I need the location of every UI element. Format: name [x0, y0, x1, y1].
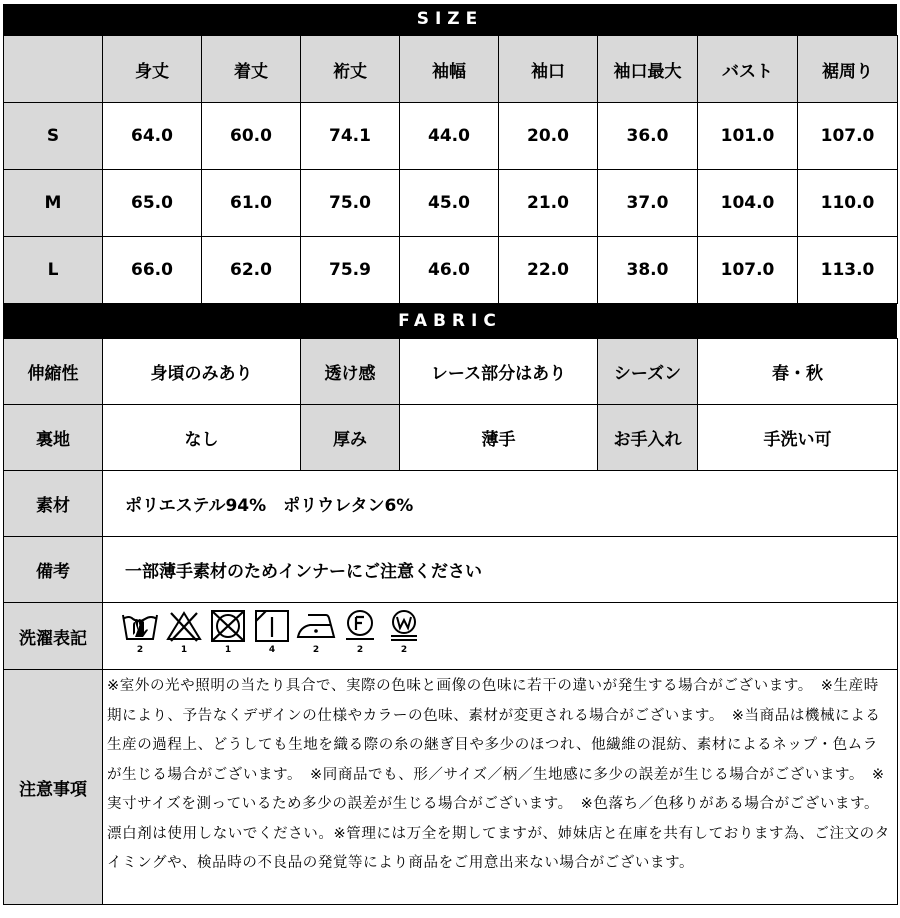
- care-symbol: [165, 609, 203, 655]
- lining-label: 裏地: [4, 405, 103, 471]
- size-cell: 60.0: [202, 103, 301, 170]
- size-header-cell: 身丈: [103, 36, 202, 103]
- remarks-row: [4, 537, 898, 603]
- remarks-value: 一部薄手素材のためインナーにご注意ください: [103, 537, 898, 603]
- size-cell: 21.0: [499, 170, 598, 237]
- size-header-cell: 裄丈: [301, 36, 400, 103]
- care-symbol-number: 4: [268, 645, 276, 655]
- size-row-label: S: [4, 103, 103, 170]
- sheerness-label: 透け感: [301, 339, 400, 405]
- size-cell: 75.9: [301, 237, 400, 304]
- size-cell: 104.0: [698, 170, 798, 237]
- care-symbols-label: 洗濯表記: [4, 603, 103, 670]
- sheerness-value: レース部分はあり: [400, 339, 598, 405]
- care-symbol: [297, 609, 335, 655]
- hand-wash-icon: [121, 609, 159, 643]
- care-value: 手洗い可: [698, 405, 898, 471]
- season-label: シーズン: [598, 339, 698, 405]
- care-symbols-cell: [103, 603, 898, 670]
- size-cell: 101.0: [698, 103, 798, 170]
- care-symbol: [209, 609, 247, 655]
- size-header-cell: 袖口: [499, 36, 598, 103]
- size-cell: 46.0: [400, 237, 499, 304]
- care-symbol-number: 2: [356, 645, 364, 655]
- stretch-label: 伸縮性: [4, 339, 103, 405]
- thickness-label: 厚み: [301, 405, 400, 471]
- size-cell: 107.0: [798, 103, 898, 170]
- size-cell: 110.0: [798, 170, 898, 237]
- care-symbol: [341, 609, 379, 655]
- wet-clean-w-icon: [385, 609, 423, 643]
- no-bleach-icon: [165, 609, 203, 643]
- care-symbol-number: 1: [224, 645, 232, 655]
- size-cell: 22.0: [499, 237, 598, 304]
- size-cell: 113.0: [798, 237, 898, 304]
- size-cell: 62.0: [202, 237, 301, 304]
- size-cell: 44.0: [400, 103, 499, 170]
- care-symbol-number: 2: [136, 645, 144, 655]
- care-symbol-number: 1: [180, 645, 188, 655]
- size-row: [4, 170, 898, 237]
- size-row: [4, 237, 898, 304]
- no-tumble-dry-icon: [209, 609, 247, 643]
- size-cell: 37.0: [598, 170, 698, 237]
- care-symbol-number: 2: [400, 645, 408, 655]
- size-header-cell: 袖幅: [400, 36, 499, 103]
- dry-clean-f-icon: [341, 609, 379, 643]
- stretch-value: 身頃のみあり: [103, 339, 301, 405]
- material-row: [4, 471, 898, 537]
- fabric-section-title: FABRIC: [3, 304, 897, 338]
- thickness-value: 薄手: [400, 405, 598, 471]
- size-row: [4, 103, 898, 170]
- size-cell: 74.1: [301, 103, 400, 170]
- season-value: 春・秋: [698, 339, 898, 405]
- care-symbol: [253, 609, 291, 655]
- care-symbols-row: [4, 603, 898, 670]
- size-header-cell: 裾周り: [798, 36, 898, 103]
- size-header-corner: [4, 36, 103, 103]
- remarks-label: 備考: [4, 537, 103, 603]
- size-table: [3, 35, 898, 304]
- fabric-table: [3, 338, 898, 905]
- care-label: お手入れ: [598, 405, 698, 471]
- line-dry-icon: [253, 609, 291, 643]
- size-section-title: SIZE: [3, 4, 897, 35]
- size-cell: 64.0: [103, 103, 202, 170]
- size-cell: 65.0: [103, 170, 202, 237]
- lining-value: なし: [103, 405, 301, 471]
- size-row-label: M: [4, 170, 103, 237]
- notes-label: 注意事項: [4, 670, 103, 905]
- care-symbol: [385, 609, 423, 655]
- material-label: 素材: [4, 471, 103, 537]
- size-header-cell: バスト: [698, 36, 798, 103]
- material-value: ポリエステル94% ポリウレタン6%: [103, 471, 898, 537]
- care-symbol-number: 2: [312, 645, 320, 655]
- size-cell: 20.0: [499, 103, 598, 170]
- fabric-row: [4, 339, 898, 405]
- care-symbols: [103, 603, 897, 669]
- size-cell: 36.0: [598, 103, 698, 170]
- size-cell: 38.0: [598, 237, 698, 304]
- size-cell: 107.0: [698, 237, 798, 304]
- size-row-label: L: [4, 237, 103, 304]
- care-symbol: [121, 609, 159, 655]
- fabric-row: [4, 405, 898, 471]
- size-header-cell: 着丈: [202, 36, 301, 103]
- size-cell: 61.0: [202, 170, 301, 237]
- size-cell: 45.0: [400, 170, 499, 237]
- notes-text: ※室外の光や照明の当たり具合で、実際の色味と画像の色味に若干の違いが発生する場合がございます。 ※生産時期により、予告なくデザインの仕様やカラーの色味、素材が変更される場合がございます。 ※当商品は機械による生産の過程上、どうしても生地を織る際の糸の継ぎ目や多少のほつれ、他繊維の混紡、素材によるネップ・色ムラが生じる場合がございます。 ※同商品でも、形／サイズ／柄／生地感に多少の誤差が生じる場合がございます。 ※実寸サイズを測っているため多少の誤差が生じる場合がございます。 ※色落ち／色移りがある場合がございます。漂白剤は使用しないでください。※管理には万全を期してますが、姉妹店と在庫を共有しております為、ご注文のタイミングや、検品時の不良品の発覚等により商品をご用意出来ない場合がございます。: [103, 670, 898, 905]
- size-cell: 75.0: [301, 170, 400, 237]
- low-iron-icon: [296, 609, 336, 643]
- size-header-row: [4, 36, 898, 103]
- product-spec-sheet: [3, 4, 897, 905]
- notes-row: [4, 670, 898, 905]
- size-header-cell: 袖口最大: [598, 36, 698, 103]
- size-cell: 66.0: [103, 237, 202, 304]
